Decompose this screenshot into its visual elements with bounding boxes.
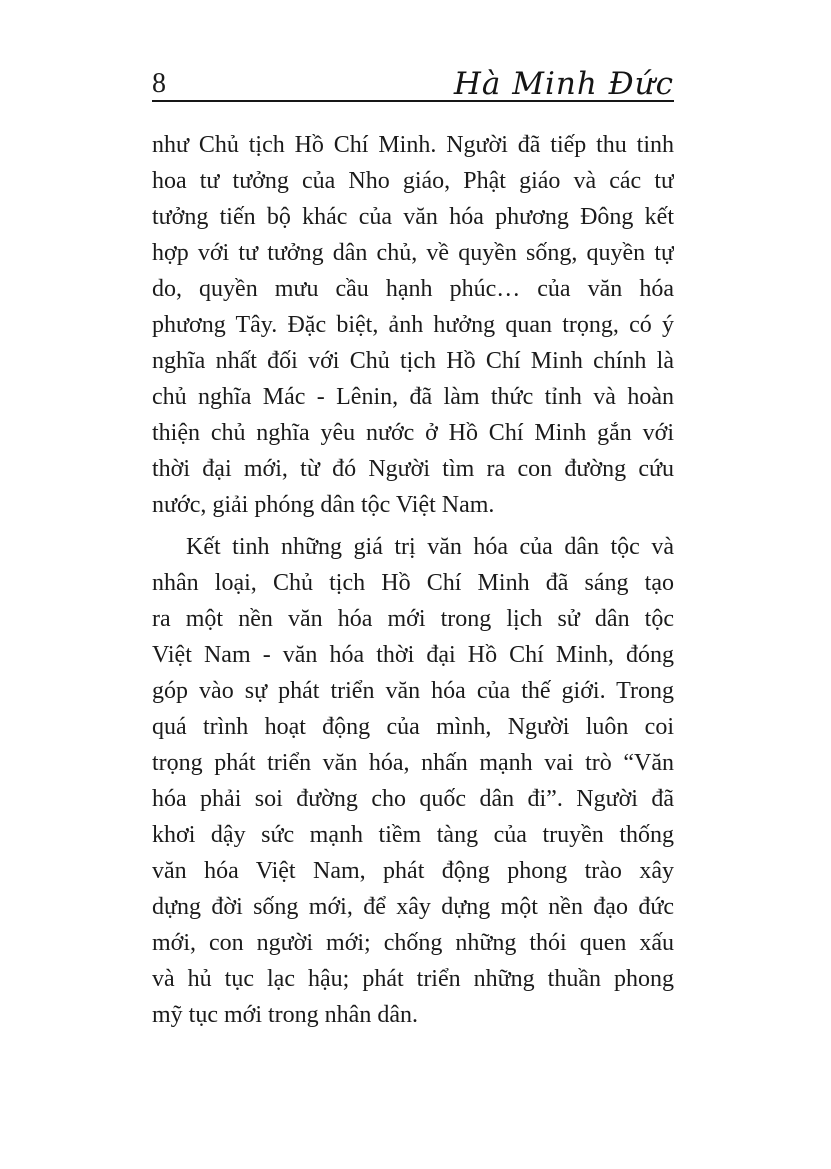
text-line: nước, giải phóng dân tộc Việt Nam. [152,492,495,518]
text-line: chủ nghĩa Mác - Lênin, đã làm thức tỉnh và hoàn [152,384,674,410]
text-line: mới, con người mới; chống những thói quen xấu [152,930,674,956]
header-rule [152,100,674,102]
text-line: nhân loại, Chủ tịch Hồ Chí Minh đã sáng tạo [152,570,674,596]
text-line: tưởng tiến bộ khác của văn hóa phương Đông kết [152,204,674,230]
text-line: văn hóa Việt Nam, phát động phong trào xây [152,858,674,884]
text-line: thời đại mới, từ đó Người tìm ra con đường cứu [152,456,674,482]
text-line: mỹ tục mới trong nhân dân. [152,1002,418,1028]
text-line: và hủ tục lạc hậu; phát triển những thuần phong [152,966,674,992]
text-line: trọng phát triển văn hóa, nhấn mạnh vai trò “Văn [152,750,674,776]
text-line: ra một nền văn hóa mới trong lịch sử dân tộc [152,606,674,632]
text-line: Kết tinh những giá trị văn hóa của dân tộc và [186,534,674,560]
page-header [152,58,674,100]
text-line: hóa phải soi đường cho quốc dân đi”. Người đã [152,786,674,812]
body-text [152,127,674,1033]
text-line: hoa tư tưởng của Nho giáo, Phật giáo và các tư [152,168,674,194]
text-line: khơi dậy sức mạnh tiềm tàng của truyền thống [152,822,674,848]
text-line: nghĩa nhất đối với Chủ tịch Hồ Chí Minh chính là [152,348,674,374]
paragraph [152,529,674,1033]
text-line: Việt Nam - văn hóa thời đại Hồ Chí Minh, đóng [152,642,674,668]
text-line: phương Tây. Đặc biệt, ảnh hưởng quan trọng, có ý [152,312,674,338]
text-line: quá trình hoạt động của mình, Người luôn coi [152,714,674,740]
text-line: góp vào sự phát triển văn hóa của thế giới. Trong [152,678,674,704]
text-line: do, quyền mưu cầu hạnh phúc… của văn hóa [152,276,674,302]
paragraph [152,127,674,523]
running-head-author: Hà Minh Đức [453,66,674,102]
text-line: hợp với tư tưởng dân chủ, về quyền sống, quyền tự [152,240,674,266]
text-line: như Chủ tịch Hồ Chí Minh. Người đã tiếp thu tinh [152,132,674,158]
page-number: 8 [152,68,166,99]
text-line: thiện chủ nghĩa yêu nước ở Hồ Chí Minh gắn với [152,420,674,446]
text-line: dựng đời sống mới, để xây dựng một nền đạo đức [152,894,674,920]
